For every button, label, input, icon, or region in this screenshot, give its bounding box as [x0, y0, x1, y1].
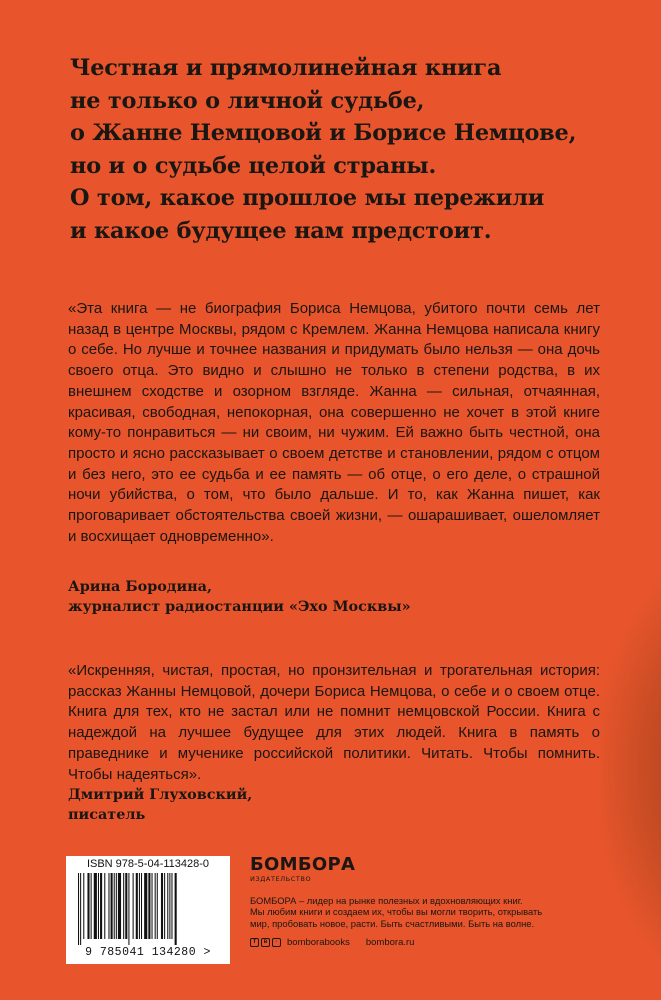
headline-line: о Жанне Немцовой и Борисе Немцове,	[70, 120, 577, 147]
barcode-bar	[83, 873, 84, 939]
barcode	[66, 856, 230, 964]
barcode-bar	[169, 873, 170, 939]
headline-line: Честная и прямолинейная книга	[70, 55, 502, 81]
publisher-site: bombora.ru	[365, 937, 415, 949]
barcode-bar	[155, 873, 156, 939]
headline-line: О том, какое прошлое мы пережили	[70, 185, 545, 212]
barcode-bar	[87, 873, 89, 939]
publisher-text-line: Мы любим книги и создаем их, чтобы вы могли творить, открывать	[250, 906, 543, 918]
publisher-logo: БОМБОРА	[250, 854, 356, 875]
publisher-text-line: мир, пробовать новое, расти. Быть счастливыми. Быть на волне.	[250, 917, 535, 929]
barcode-bar	[80, 873, 81, 945]
barcode-bar	[116, 873, 117, 939]
barcode-bar	[144, 873, 147, 939]
barcode-bar	[167, 873, 168, 939]
barcode-bar	[78, 873, 79, 945]
barcode-bar	[114, 873, 115, 939]
publisher-description	[250, 895, 610, 929]
barcode-bar	[123, 873, 124, 939]
barcode-bar	[91, 873, 92, 939]
barcode-bar	[164, 873, 165, 939]
social-handle: bomborabooks	[287, 937, 350, 949]
headline-line: и какое будущее нам предстоит.	[70, 217, 492, 244]
isbn-label: ISBN 978-5-04-113428-0	[86, 858, 210, 870]
publisher-links	[250, 937, 610, 948]
barcode-bar	[141, 873, 142, 939]
review-quote-1: «Эта книга — не биография Бориса Немцова, убитого почти семь лет назад в центре Москвы, рядом с Кремлем. Жанна Немцова написала книгу о себе. Но лучше и точнее названия и придумать было нельзя — она дочь своего отца. Это видно и слышно не только в степени родства, в их внешнем сходстве и озорном взгляде. Жанна — сильная, отчаянная, красивая, свободная, непокорная, она совершенно не хочет в этой книге кому-то понравиться — ни своим, ни чужим. Ей важно быть честной, она просто и ясно рассказывает о своем детстве и становлении, рядом с отцом и без него, это ее судьба и ее память — об отце, о его деле, о страшной ночи убийства, о том, что было дальше. И то, как Жанна пишет, как проговаривает обстоятельства своей жизни, — ошарашивает, ошеломляет и восхищает одновременно».	[68, 300, 600, 545]
barcode-bar	[161, 873, 163, 939]
barcode-bar	[125, 873, 127, 939]
background-shade	[601, 560, 661, 980]
barcode-bars	[76, 873, 222, 945]
barcode-bar	[157, 873, 158, 939]
headline	[70, 52, 630, 248]
barcode-bar	[98, 873, 99, 939]
barcode-bar	[128, 873, 129, 945]
barcode-bar	[104, 873, 105, 939]
barcode-bar	[136, 873, 138, 939]
facebook-icon: f	[250, 938, 259, 947]
author-name: Дмитрий Глуховский,	[68, 786, 253, 803]
publisher-text-line: БОМБОРА – лидер на рынке полезных и вдохновляющих книг.	[250, 895, 523, 906]
review-author-2	[68, 785, 608, 825]
barcode-bar	[111, 873, 113, 939]
barcode-bar	[133, 873, 134, 939]
barcode-bar	[108, 873, 109, 939]
barcode-bar	[171, 873, 172, 939]
barcode-bar	[152, 873, 153, 939]
barcode-bar	[175, 873, 177, 945]
author-name: Арина Бородина,	[68, 578, 213, 595]
barcode-bar	[100, 873, 102, 939]
barcode-bar	[118, 873, 121, 939]
headline-line: но и о судьбе целой страны.	[70, 152, 437, 179]
headline-line: не только о личной судьбе,	[70, 87, 425, 114]
barcode-bar	[94, 873, 97, 939]
barcode-bar	[148, 873, 150, 939]
vk-icon: в	[261, 938, 270, 947]
review-quote-2: «Искренняя, чистая, простая, но пронзительная и трогательная история: рассказ Жанны Немцовой, дочери Бориса Немцова, о себе и о своем отце. Книга для тех, кто не застал или не помнит немцовской России. Книга с надеждой на лучшее будущее для этих людей. Книга в память о праведнике и мученике российской политики. Читать. Чтобы помнить. Чтобы надеяться».	[68, 662, 600, 783]
review-author-1	[68, 577, 608, 617]
publisher-block	[250, 855, 610, 948]
publisher-subtitle: ИЗДАТЕЛЬСТВО	[250, 875, 312, 883]
author-role: писатель	[68, 806, 146, 823]
barcode-bar	[139, 873, 140, 939]
barcode-number: 9 785041 134280 >	[85, 946, 211, 959]
author-role: журналист радиостанции «Эхо Москвы»	[68, 598, 411, 615]
instagram-icon: ◦	[272, 938, 281, 947]
